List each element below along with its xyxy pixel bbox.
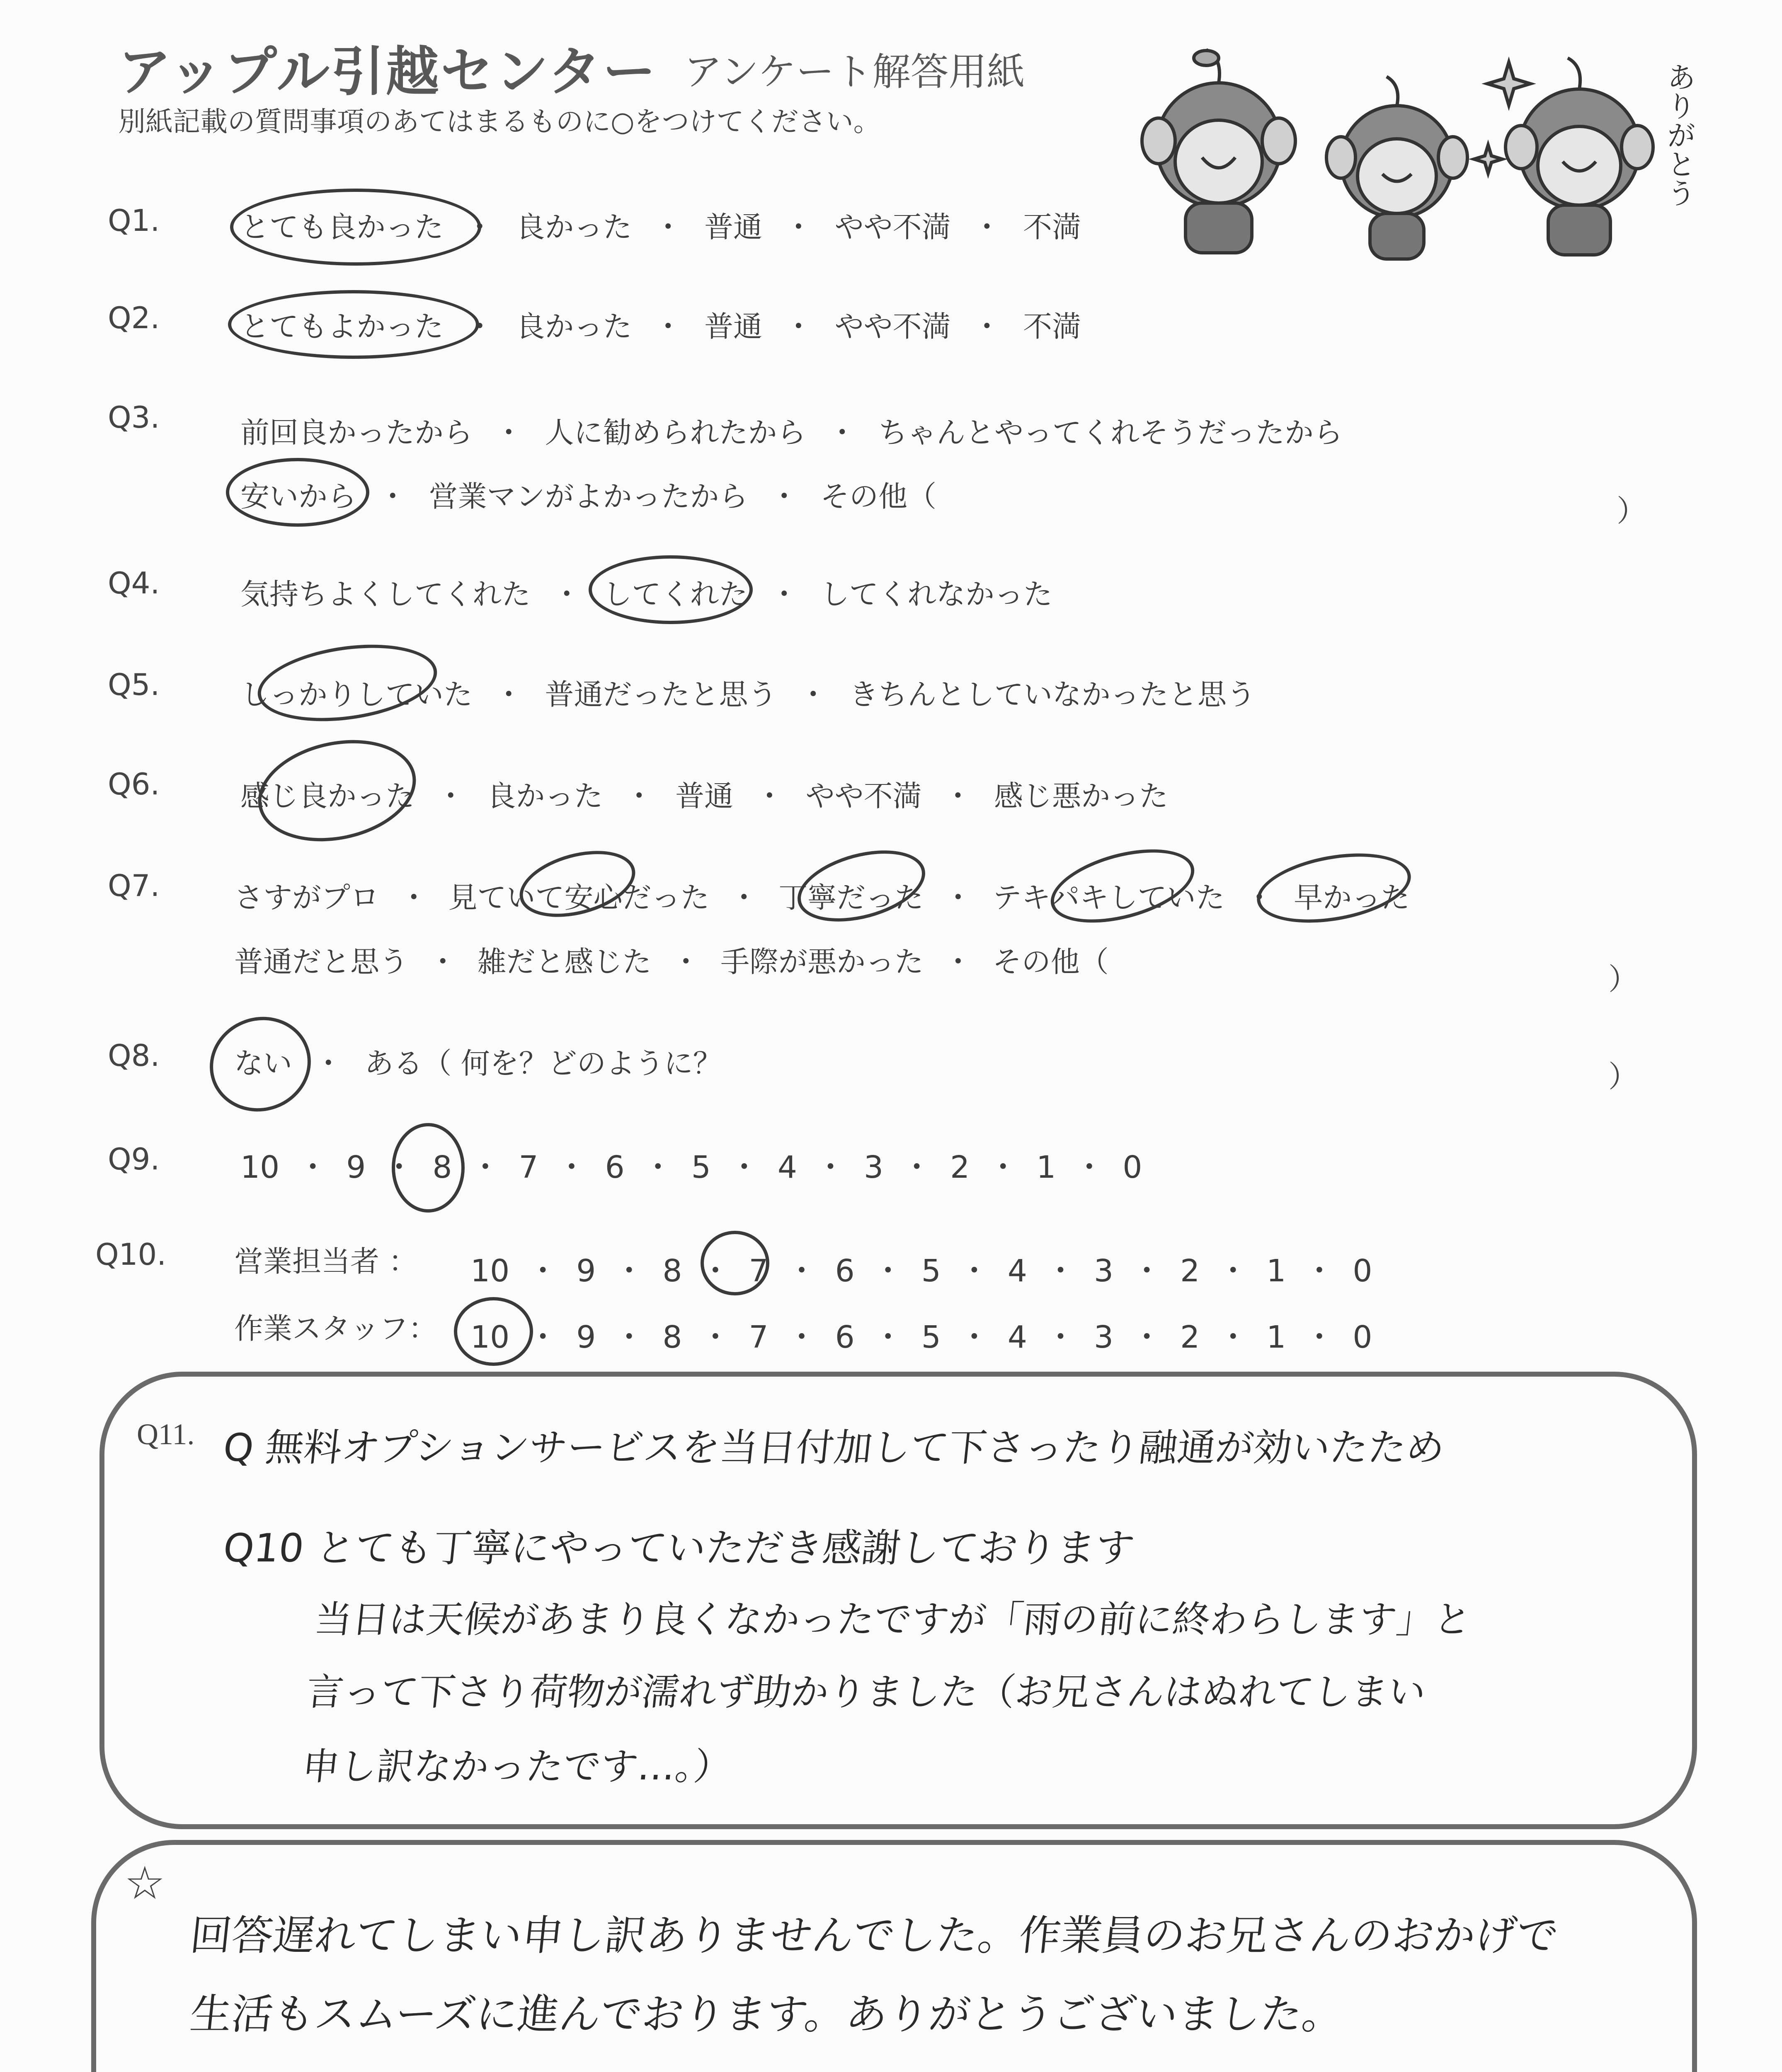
q10-staff-scale[interactable]: 10 ・ 9 ・ 8 ・ 7 ・ 6 ・ 5 ・ 4 ・ 3 ・ 2 ・ 1 ・ 0 [470,1319,1372,1355]
q8-answer-circle [196,1003,324,1126]
q7-line2: 普通だと思う ・ 雑だと感じた ・ 手際が悪かった ・ その他（ [234,945,1109,979]
q9-label: Q9. [108,1142,160,1176]
q2-answer-circle [228,290,479,359]
q10-sales-scale[interactable]: 10 ・ 9 ・ 8 ・ 7 ・ 6 ・ 5 ・ 4 ・ 3 ・ 2 ・ 1 ・ 0 [470,1253,1372,1289]
q11-line-1: Q 無料オプションサービスを当日付加して下さったり融通が効いたため [221,1426,1447,1470]
q4-answer-circle [589,555,753,624]
q7-answer-circle-efficient [1043,836,1202,937]
q9-scale[interactable]: 10 ・ 9 ・ 8 ・ 7 ・ 6 ・ 5 ・ 4 ・ 3 ・ 2 ・ 1 ・ 0 [240,1150,1142,1185]
form-instruction: 別紙記載の質問事項のあてはまるものに○をつけてください。 [118,106,881,138]
q7-opt-clumsy[interactable]: 手際が悪かった [720,945,924,979]
q8-options: ない ・ ある（ 何を？どのように？ [234,1046,722,1080]
q7-opt-reassuring[interactable]: 見ていて安心だった [448,881,710,915]
q1-opt-unsatisfied[interactable]: 不満 [1023,210,1081,244]
q2-opt-unsatisfied[interactable]: 不満 [1023,310,1081,344]
q4-opt-pleasant[interactable]: 気持ちよくしてくれた [240,577,531,611]
q10-sales-label: 営業担当者 ： [234,1244,418,1278]
q6-opt-bad[interactable]: 感じ悪かった [994,779,1169,813]
q7-close-paren: ） [1608,962,1639,997]
q4-label: Q4. [108,566,160,600]
q6-answer-circle [249,726,426,855]
q8-close-paren: ） [1608,1059,1639,1094]
q10-label: Q10. [95,1237,167,1272]
q2-opt-slightly-unsatisfied[interactable]: やや不満 [834,310,951,344]
q4-opt-did[interactable]: してくれた [603,577,748,611]
q2-opt-normal[interactable]: 普通 [704,310,763,344]
q11-line-3: 当日は天候があまり良くなかったですが「雨の前に終わらします」と [312,1598,1474,1641]
star-icon: ☆ [124,1857,165,1910]
q10-staff-label: 作業スタッフ： [234,1312,437,1346]
q6-label: Q6. [108,767,160,801]
q11-line-4: 言って下さり荷物が濡れず助かりました（お兄さんはぬれてしまい [304,1670,1428,1714]
form-subtitle: アンケート解答用紙 [684,50,1025,94]
q4-opt-did-not[interactable]: してくれなかった [820,577,1053,611]
q10-sales-answer-circle [701,1231,769,1295]
q1-label: Q1. [108,203,160,238]
q6-opt-very-good[interactable]: 感じ良かった [240,779,415,813]
q1-opt-very-good[interactable]: とても良かった [240,210,444,244]
q1-answer-circle [230,189,481,266]
q2-label: Q2. [108,300,160,335]
q3-close-paren: ） [1617,494,1647,528]
q4-options: 気持ちよくしてくれた ・ してくれた ・ してくれなかった [240,577,1053,611]
q6-options: 感じ良かった ・ 良かった ・ 普通 ・ やや不満 ・ 感じ悪かった [240,779,1169,813]
q1-opt-normal[interactable]: 普通 [704,210,763,244]
q7-opt-pro[interactable]: さすがプロ [234,881,379,915]
q5-answer-circle [253,634,442,732]
q7-opt-polite[interactable]: 丁寧だった [778,881,924,915]
q3-opt-other[interactable]: その他（ [820,479,937,513]
q10-staff-answer-circle [454,1297,533,1366]
q2-opt-very-good[interactable]: とてもよかった [240,310,444,344]
q7-label: Q7. [108,868,160,903]
star-comment-line-1: 回答遅れてしまい申し訳ありませんでした。作業員のお兄さんのおかげで [187,1911,1561,1960]
q5-label: Q5. [108,667,160,702]
q2-options: とてもよかった ・ 良かった ・ 普通 ・ やや不満 ・ 不満 [240,310,1081,344]
q3-line1: 前回良かったから ・ 人に勧められたから ・ ちゃんとやってくれそうだったから [240,416,1343,450]
q8-label: Q8. [108,1038,160,1073]
q1-opt-good[interactable]: 良かった [516,210,632,244]
q7-line1: さすがプロ ・ 見ていて安心だった ・ 丁寧だった ・ テキパキしていた ・ 早かった [234,881,1410,915]
q7-opt-fast[interactable]: 早かった [1294,881,1410,915]
q6-opt-slightly-unsatisfied[interactable]: やや不満 [805,779,922,813]
company-title: アップル引越センター [118,41,657,103]
q6-opt-good[interactable]: 良かった [487,779,603,813]
q3-opt-salesperson[interactable]: 営業マンがよかったから [429,479,748,513]
q3-opt-previous[interactable]: 前回良かったから [240,416,473,450]
thanks-text: ありがとう [1662,62,1696,207]
q3-label: Q3. [108,400,160,435]
q7-answer-circle-polite [790,838,933,934]
q3-opt-reliable[interactable]: ちゃんとやってくれそうだったから [878,416,1343,450]
q11-line-5: 申し訳なかったです…。） [300,1745,734,1789]
q5-opt-normal[interactable]: 普通だったと思う [545,678,777,712]
star-comment-line-2: 生活もスムーズに進んでおります。ありがとうございました。 [187,1990,1346,2038]
q3-opt-cheap[interactable]: 安いから [240,479,356,513]
q7-opt-normal[interactable]: 普通だと思う [234,945,408,979]
q11-label: Q11. [137,1418,195,1451]
q3-opt-recommended[interactable]: 人に勧められたから [545,416,806,450]
q7-opt-efficient[interactable]: テキパキしていた [992,881,1225,915]
q11-line-2: Q10 とても丁寧にやっていただき感謝しております [221,1526,1137,1571]
q7-answer-circle-fast [1251,843,1416,934]
q3-answer-circle [226,458,369,527]
q1-opt-slightly-unsatisfied[interactable]: やや不満 [834,210,951,244]
mascot-illustration [1127,37,1700,269]
q5-options: しっかりしていた ・ 普通だったと思う ・ きちんとしていなかったと思う [240,678,1256,712]
q2-opt-good[interactable]: 良かった [516,310,632,344]
q7-opt-rough[interactable]: 雑だと感じた [477,945,652,979]
q1-options: とても良かった ・ 良かった ・ 普通 ・ やや不満 ・ 不満 [240,210,1081,244]
q5-opt-solid[interactable]: しっかりしていた [240,678,473,712]
q7-opt-other[interactable]: その他（ [992,945,1109,979]
q6-opt-normal[interactable]: 普通 [675,779,734,813]
q8-opt-none[interactable]: ない [234,1046,292,1080]
q8-opt-some[interactable]: ある（ 何を？どのように？ [364,1046,722,1080]
q5-opt-not-solid[interactable]: きちんとしていなかったと思う [849,678,1256,712]
q9-answer-circle [392,1123,465,1213]
q3-line2: 安いから ・ 営業マンがよかったから ・ その他（ [240,479,937,513]
